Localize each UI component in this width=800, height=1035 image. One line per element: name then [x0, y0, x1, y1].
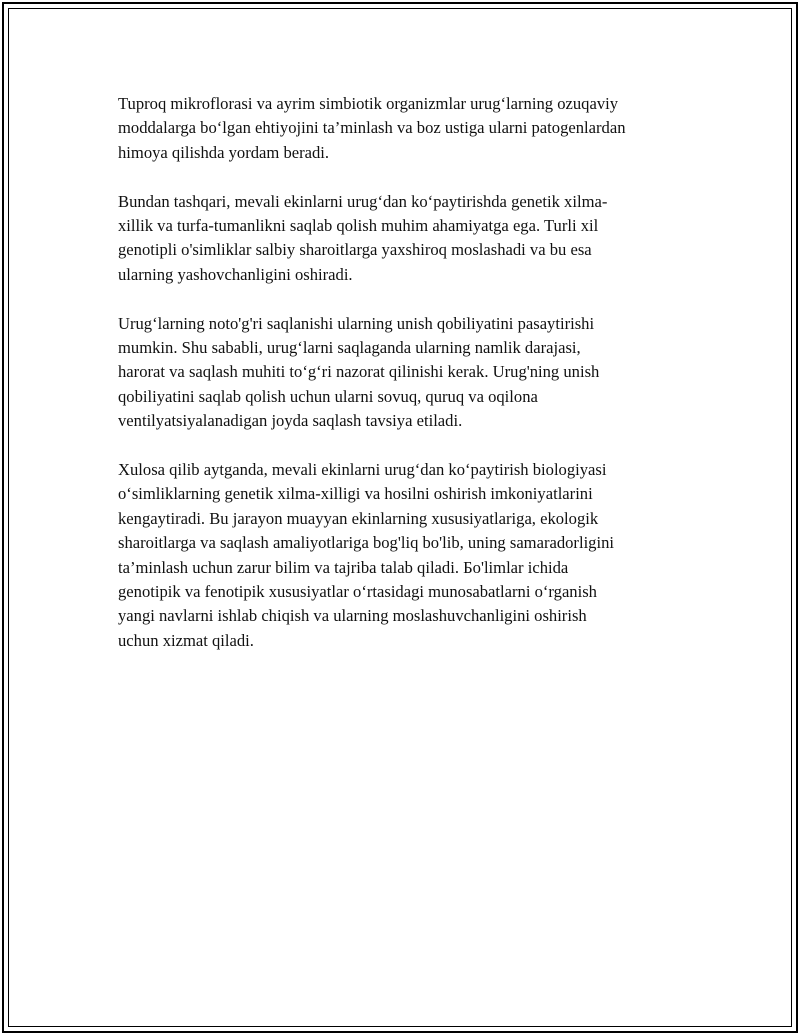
- paragraph-line: Xulosa qilib aytganda, mevali ekinlarni urug‘dan ko‘paytirish biologiyasi: [118, 460, 607, 480]
- paragraph-line: qobiliyatini saqlab qolish uchun ularni sovuq, quruq va oqilona: [118, 386, 538, 406]
- paragraph-line: Urug‘larning noto'g'ri saqlanishi ularning unish qobiliyatini pasaytirishi: [118, 313, 595, 333]
- document-body: [118, 92, 678, 653]
- paragraph-line: ta’minlash uchun zarur bilim va tajriba talab qiladi. Бo'limlar ichida: [118, 557, 569, 577]
- paragraph-line: yangi navlarni ishlab chiqish va ularning moslashuvchanligini oshirish: [118, 606, 587, 626]
- paragraph-line: moddalarga bo‘lgan ehtiyojini ta’minlash va boz ustiga ularni patogenlardan: [118, 118, 626, 138]
- paragraph-line: harorat va saqlash muhiti to‘g‘ri nazorat qilinishi kerak. Urug'ning unish: [118, 362, 600, 382]
- paragraph-line: Tuproq mikroflorasi va ayrim simbiotik organizmlar urug‘larning ozuqaviy: [118, 94, 619, 113]
- paragraph-3: [118, 312, 678, 434]
- paragraph-line: uchun xizmat qiladi.: [118, 630, 254, 650]
- paragraph-2: [118, 190, 678, 288]
- paragraph-line: ularning yashovchanligini oshiradi.: [118, 264, 353, 284]
- paragraph-4: [118, 458, 678, 653]
- paragraph-line: ventilyatsiyalanadigan joyda saqlash tavsiya etiladi.: [118, 411, 463, 431]
- paragraph-line: kengaytiradi. Bu jarayon muayyan ekinlarning xususiyatlariga, ekologik: [118, 508, 599, 528]
- paragraph-line: sharoitlarga va saqlash amaliyotlariga bog'liq bo'lib, uning samaradorligini: [118, 533, 614, 553]
- paragraph-line: Bundan tashqari, mevali ekinlarni urug‘dan ko‘paytirishda genetik xilma-: [118, 191, 608, 211]
- paragraph-line: genotipik va fenotipik xususiyatlar o‘rtasidagi munosabatlarni o‘rganish: [118, 582, 597, 602]
- paragraph-line: o‘simliklarning genetik xilma-xilligi va hosilni oshirish imkoniyatlarini: [118, 484, 593, 504]
- paragraph-line: himoya qilishda yordam beradi.: [118, 142, 330, 162]
- paragraph-line: mumkin. Shu sababli, urug‘larni saqlaganda ularning namlik darajasi,: [118, 338, 581, 358]
- paragraph-1: [118, 92, 678, 165]
- paragraph-line: xillik va turfa-tumanlikni saqlab qolish muhim ahamiyatga ega. Turli xil: [118, 216, 599, 236]
- paragraph-line: genotipli o'simliklar salbiy sharoitlarga yaxshiroq moslashadi va bu esa: [118, 240, 592, 260]
